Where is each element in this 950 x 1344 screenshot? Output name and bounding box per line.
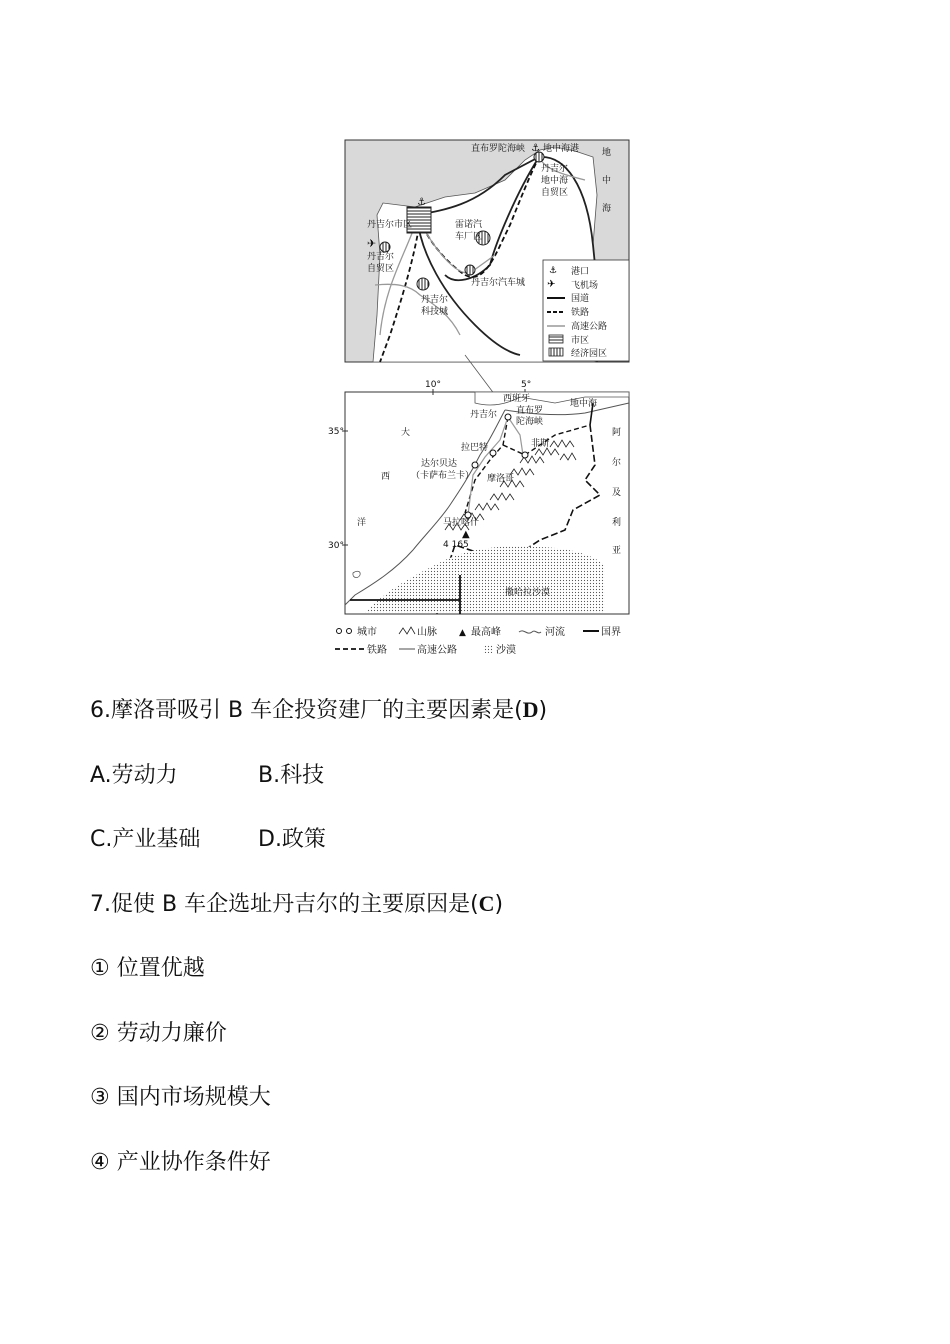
- inset-legend: [543, 260, 629, 361]
- label-marrakesh: 马拉喀什: [443, 518, 480, 528]
- legend-peak: 最高峰: [471, 627, 501, 638]
- question-7-close: ): [494, 892, 504, 917]
- lat-label-30: 30°: [328, 541, 344, 551]
- inset-zone-autocity: [465, 265, 475, 275]
- question-7: [90, 887, 503, 918]
- peak-icon: ▲: [462, 529, 470, 540]
- option-a: A.劳动力: [90, 763, 178, 788]
- label-auto-city: 丹吉尔汽车城: [471, 278, 526, 288]
- city-tangier: [505, 414, 511, 420]
- label-free-zone-2: 自贸区: [367, 264, 395, 274]
- item-2: ② 劳动力廉价: [90, 1021, 227, 1046]
- label-algeria-2: 尔: [612, 458, 622, 468]
- legend-urban-area: 市区: [571, 336, 590, 346]
- legend-main-highway: 高速公路: [417, 645, 457, 656]
- label-tanger-med-1: 丹吉尔: [541, 164, 569, 174]
- legend-desert: 沙漠: [496, 645, 516, 656]
- question-7-answer: C: [478, 891, 495, 916]
- label-sahara: 撒哈拉沙漠: [505, 588, 551, 598]
- label-renault-2: 车厂区: [455, 232, 483, 242]
- city-fes: [522, 452, 528, 458]
- question-7-text: 7.促使 B 车企选址丹吉尔的主要原因是(: [90, 892, 479, 917]
- label-tanger-med-3: 自贸区: [541, 188, 569, 198]
- label-peak: 4 165: [443, 540, 469, 550]
- label-algeria-4: 利: [612, 518, 622, 528]
- label-algeria-5: 亚: [612, 546, 622, 556]
- item-1: ① 位置优越: [90, 956, 205, 981]
- legend-railway: 铁路: [571, 308, 590, 318]
- legend-highway: 高速公路: [571, 322, 608, 332]
- label-mediterranean: 地中海: [570, 399, 598, 409]
- question-6-text: 6.摩洛哥吸引 B 车企投资建厂的主要因素是(: [90, 698, 523, 723]
- label-casablanca-2: （卡萨布兰卡）: [411, 471, 475, 481]
- label-tanger-med-2: 地中海: [541, 176, 569, 186]
- inset-zone-free: [380, 242, 390, 252]
- legend-main-railway: 铁路: [367, 645, 387, 656]
- option-d: D.政策: [258, 827, 326, 852]
- question-6: [90, 693, 547, 724]
- legend-river: 河流: [545, 627, 565, 638]
- label-tech-city-1: 丹吉尔: [421, 295, 449, 305]
- item-3: ③ 国内市场规模大: [90, 1085, 271, 1110]
- label-renault-1: 雷诺汽: [455, 220, 483, 230]
- option-c: C.产业基础: [90, 827, 201, 852]
- label-casablanca-1: 达尔贝达: [421, 459, 458, 469]
- port-icon: ⚓: [531, 143, 540, 154]
- airport-icon: ✈: [367, 237, 377, 250]
- label-strait: 直布罗陀海峡: [471, 144, 526, 154]
- label-rabat: 拉巴特: [461, 443, 489, 453]
- port-icon: ⚓: [549, 266, 558, 276]
- main-map: [328, 380, 629, 656]
- city-rabat: [490, 450, 496, 456]
- legend-border: 国界: [601, 627, 621, 638]
- legend-port: 港口: [571, 267, 590, 277]
- label-fes: 非斯: [531, 439, 550, 449]
- question-6-close: ): [538, 698, 548, 723]
- inset-map: [345, 140, 629, 362]
- label-sea-2: 中: [602, 176, 612, 186]
- option-b: B.科技: [258, 763, 325, 788]
- question-6-answer: D: [522, 697, 539, 722]
- legend-national-road: 国道: [571, 294, 590, 304]
- label-ocean-2: 西: [381, 472, 391, 482]
- peak-icon: ▲: [459, 628, 466, 638]
- label-spain: 西班牙: [503, 394, 531, 404]
- legend-economic-zone: 经济园区: [571, 349, 608, 359]
- label-algeria-3: 及: [612, 488, 622, 498]
- label-sea-1: 地: [602, 148, 612, 158]
- label-ocean-1: 大: [401, 428, 411, 438]
- legend-city: 城市: [357, 627, 377, 638]
- port-icon: ⚓: [417, 197, 426, 208]
- item-4: ④ 产业协作条件好: [90, 1150, 271, 1175]
- label-gibraltar-1: 直布罗: [516, 406, 544, 416]
- lon-label-10: 10°: [425, 380, 441, 390]
- lon-label-5: 5°: [521, 380, 532, 390]
- label-sea-3: 海: [602, 204, 612, 214]
- label-morocco: 摩洛哥: [487, 474, 515, 484]
- main-legend: [335, 625, 621, 656]
- lat-label-35: 35°: [328, 427, 344, 437]
- label-free-zone-1: 丹吉尔: [367, 252, 395, 262]
- legend-mountain: 山脉: [417, 627, 437, 638]
- airport-icon: ✈: [547, 279, 556, 290]
- label-city-area: 丹吉尔市区: [367, 220, 413, 230]
- label-gibraltar-2: 陀海峡: [516, 417, 544, 427]
- canary-islands: [353, 571, 360, 577]
- label-port: 地中海港: [543, 144, 580, 154]
- label-tech-city-2: 科技城: [421, 307, 449, 317]
- city-casablanca: [472, 462, 478, 468]
- inset-zone-tech: [417, 278, 429, 290]
- label-ocean-3: 洋: [357, 518, 367, 528]
- label-algeria-1: 阿: [612, 428, 622, 438]
- label-tangier: 丹吉尔: [470, 410, 498, 420]
- legend-airport: 飞机场: [571, 281, 599, 291]
- map-figure: [325, 135, 635, 660]
